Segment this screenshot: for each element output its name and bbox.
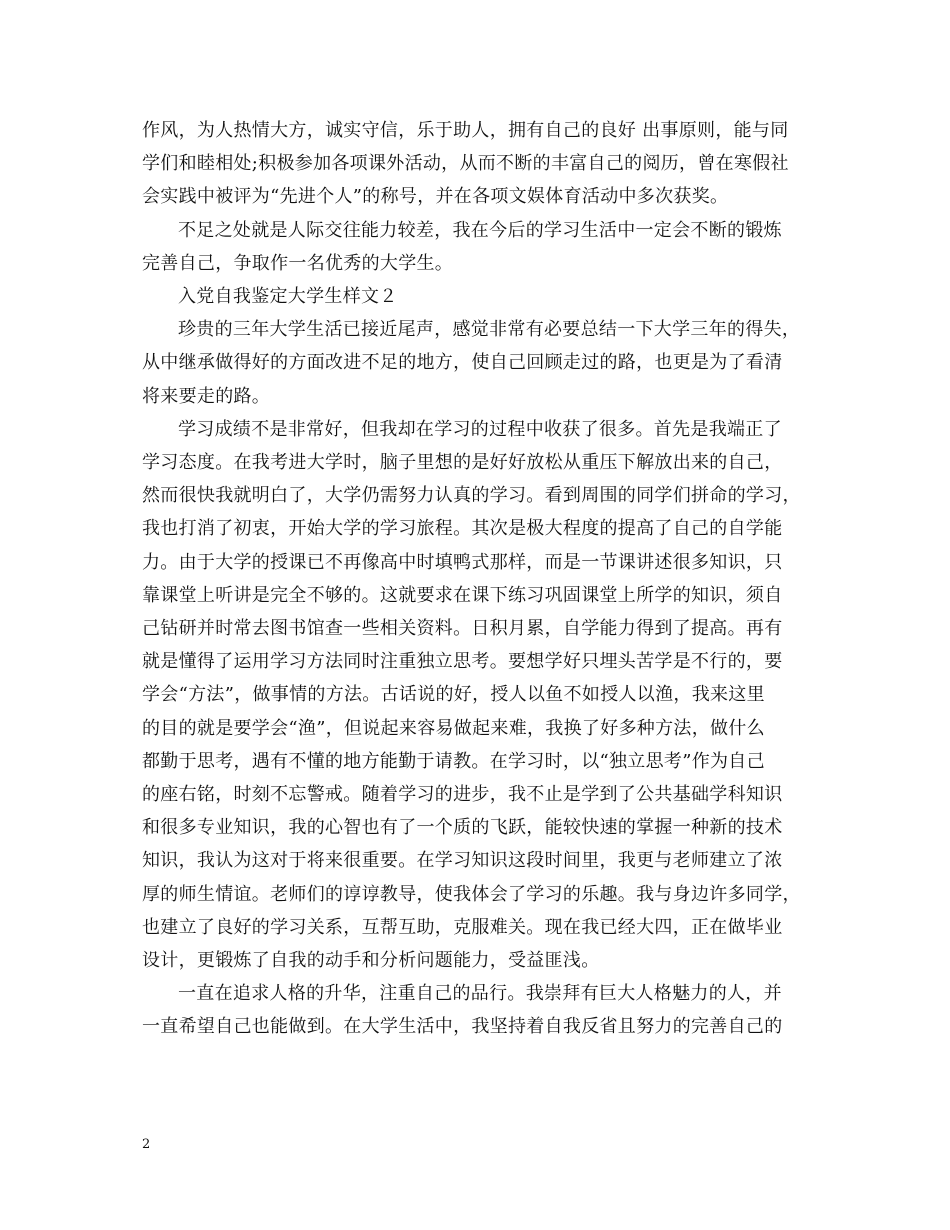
text-line: 学习态度。在我考进大学时，脑子里想的是好好放松从重压下解放出来的自己，	[142, 452, 783, 474]
text-line: 然而很快我就明白了，大学仍需努力认真的学习。看到周围的同学们拼命的学习，	[142, 485, 801, 507]
text-line: 的座右铭，时刻不忘警戒。随着学习的进步，我不止是学到了公共基础学科知识	[142, 784, 783, 806]
text-line: 会实践中被评为“先进个人”的称号，并在各项文娱体育活动中多次获奖。	[142, 186, 729, 208]
text-line: 学们和睦相处;积极参加各项课外活动，从而不断的丰富自己的阅历，曾在寒假社	[142, 153, 789, 175]
text-line: 靠课堂上听讲是完全不够的。这就要求在课下练习巩固课堂上所学的知识，须自	[142, 584, 783, 606]
text-line: 的目的就是要学会“渔”，但说起来容易做起来难，我换了好多种方法，做什么	[142, 717, 765, 739]
text-line: 学会“方法”，做事情的方法。古话说的好，授人以鱼不如授人以渔，我来这里	[142, 684, 765, 706]
text-line: 作风，为人热情大方，诚实守信，乐于助人，拥有自己的良好 出事原则，能与同	[142, 120, 789, 141]
text-line: 厚的师生情谊。老师们的谆谆教导，使我体会了学习的乐趣。我与身边许多同学，	[142, 883, 801, 905]
text-line: 一直希望自己也能做到。在大学生活中，我坚持着自我反省且努力的完善自己的	[142, 1016, 783, 1038]
text-line: 和很多专业知识，我的心智也有了一个质的飞跃，能较快速的掌握一种新的技术	[142, 817, 783, 839]
text-line: 从中继承做得好的方面改进不足的地方，使自己回顾走过的路，也更是为了看清	[142, 352, 783, 374]
text-line: 设计，更锻炼了自我的动手和分析问题能力，受益匪浅。	[142, 950, 600, 972]
text-line: 就是懂得了运用学习方法同时注重独立思考。要想学好只埋头苦学是不行的，要	[142, 651, 783, 673]
section-heading: 入党自我鉴定大学生样文２	[178, 286, 398, 308]
text-line: 都勤于思考，遇有不懂的地方能勤于请教。在学习时，以“独立思考”作为自己	[142, 750, 765, 772]
text-line: 珍贵的三年大学生活已接近尾声，感觉非常有必要总结一下大学三年的得失，	[178, 319, 801, 341]
text-line: 完善自己，争取作一名优秀的大学生。	[142, 252, 454, 274]
text-line: 我也打消了初衷，开始大学的学习旅程。其次是极大程度的提高了自己的自学能	[142, 518, 783, 540]
text-line: 学习成绩不是非常好，但我却在学习的过程中收获了很多。首先是我端正了	[178, 418, 782, 440]
text-line: 知识，我认为这对于将来很重要。在学习知识这段时间里，我更与老师建立了浓	[142, 850, 783, 872]
text-line: 己钻研并时常去图书馆查一些相关资料。日积月累，自学能力得到了提高。再有	[142, 618, 783, 640]
text-line: 不足之处就是人际交往能力较差，我在今后的学习生活中一定会不断的锻炼	[178, 219, 782, 241]
text-line: 将来要走的路。	[142, 385, 271, 407]
page-number: 2	[142, 1137, 151, 1152]
document-body	[142, 114, 822, 1044]
text-line: 力。由于大学的授课已不再像高中时填鸭式那样，而是一节课讲述很多知识，只	[142, 551, 783, 573]
text-line: 一直在追求人格的升华，注重自己的品行。我崇拜有巨大人格魅力的人，并	[178, 983, 782, 1005]
text-line: 也建立了良好的学习关系，互帮互助，克服难关。现在我已经大四，正在做毕业	[142, 916, 783, 938]
